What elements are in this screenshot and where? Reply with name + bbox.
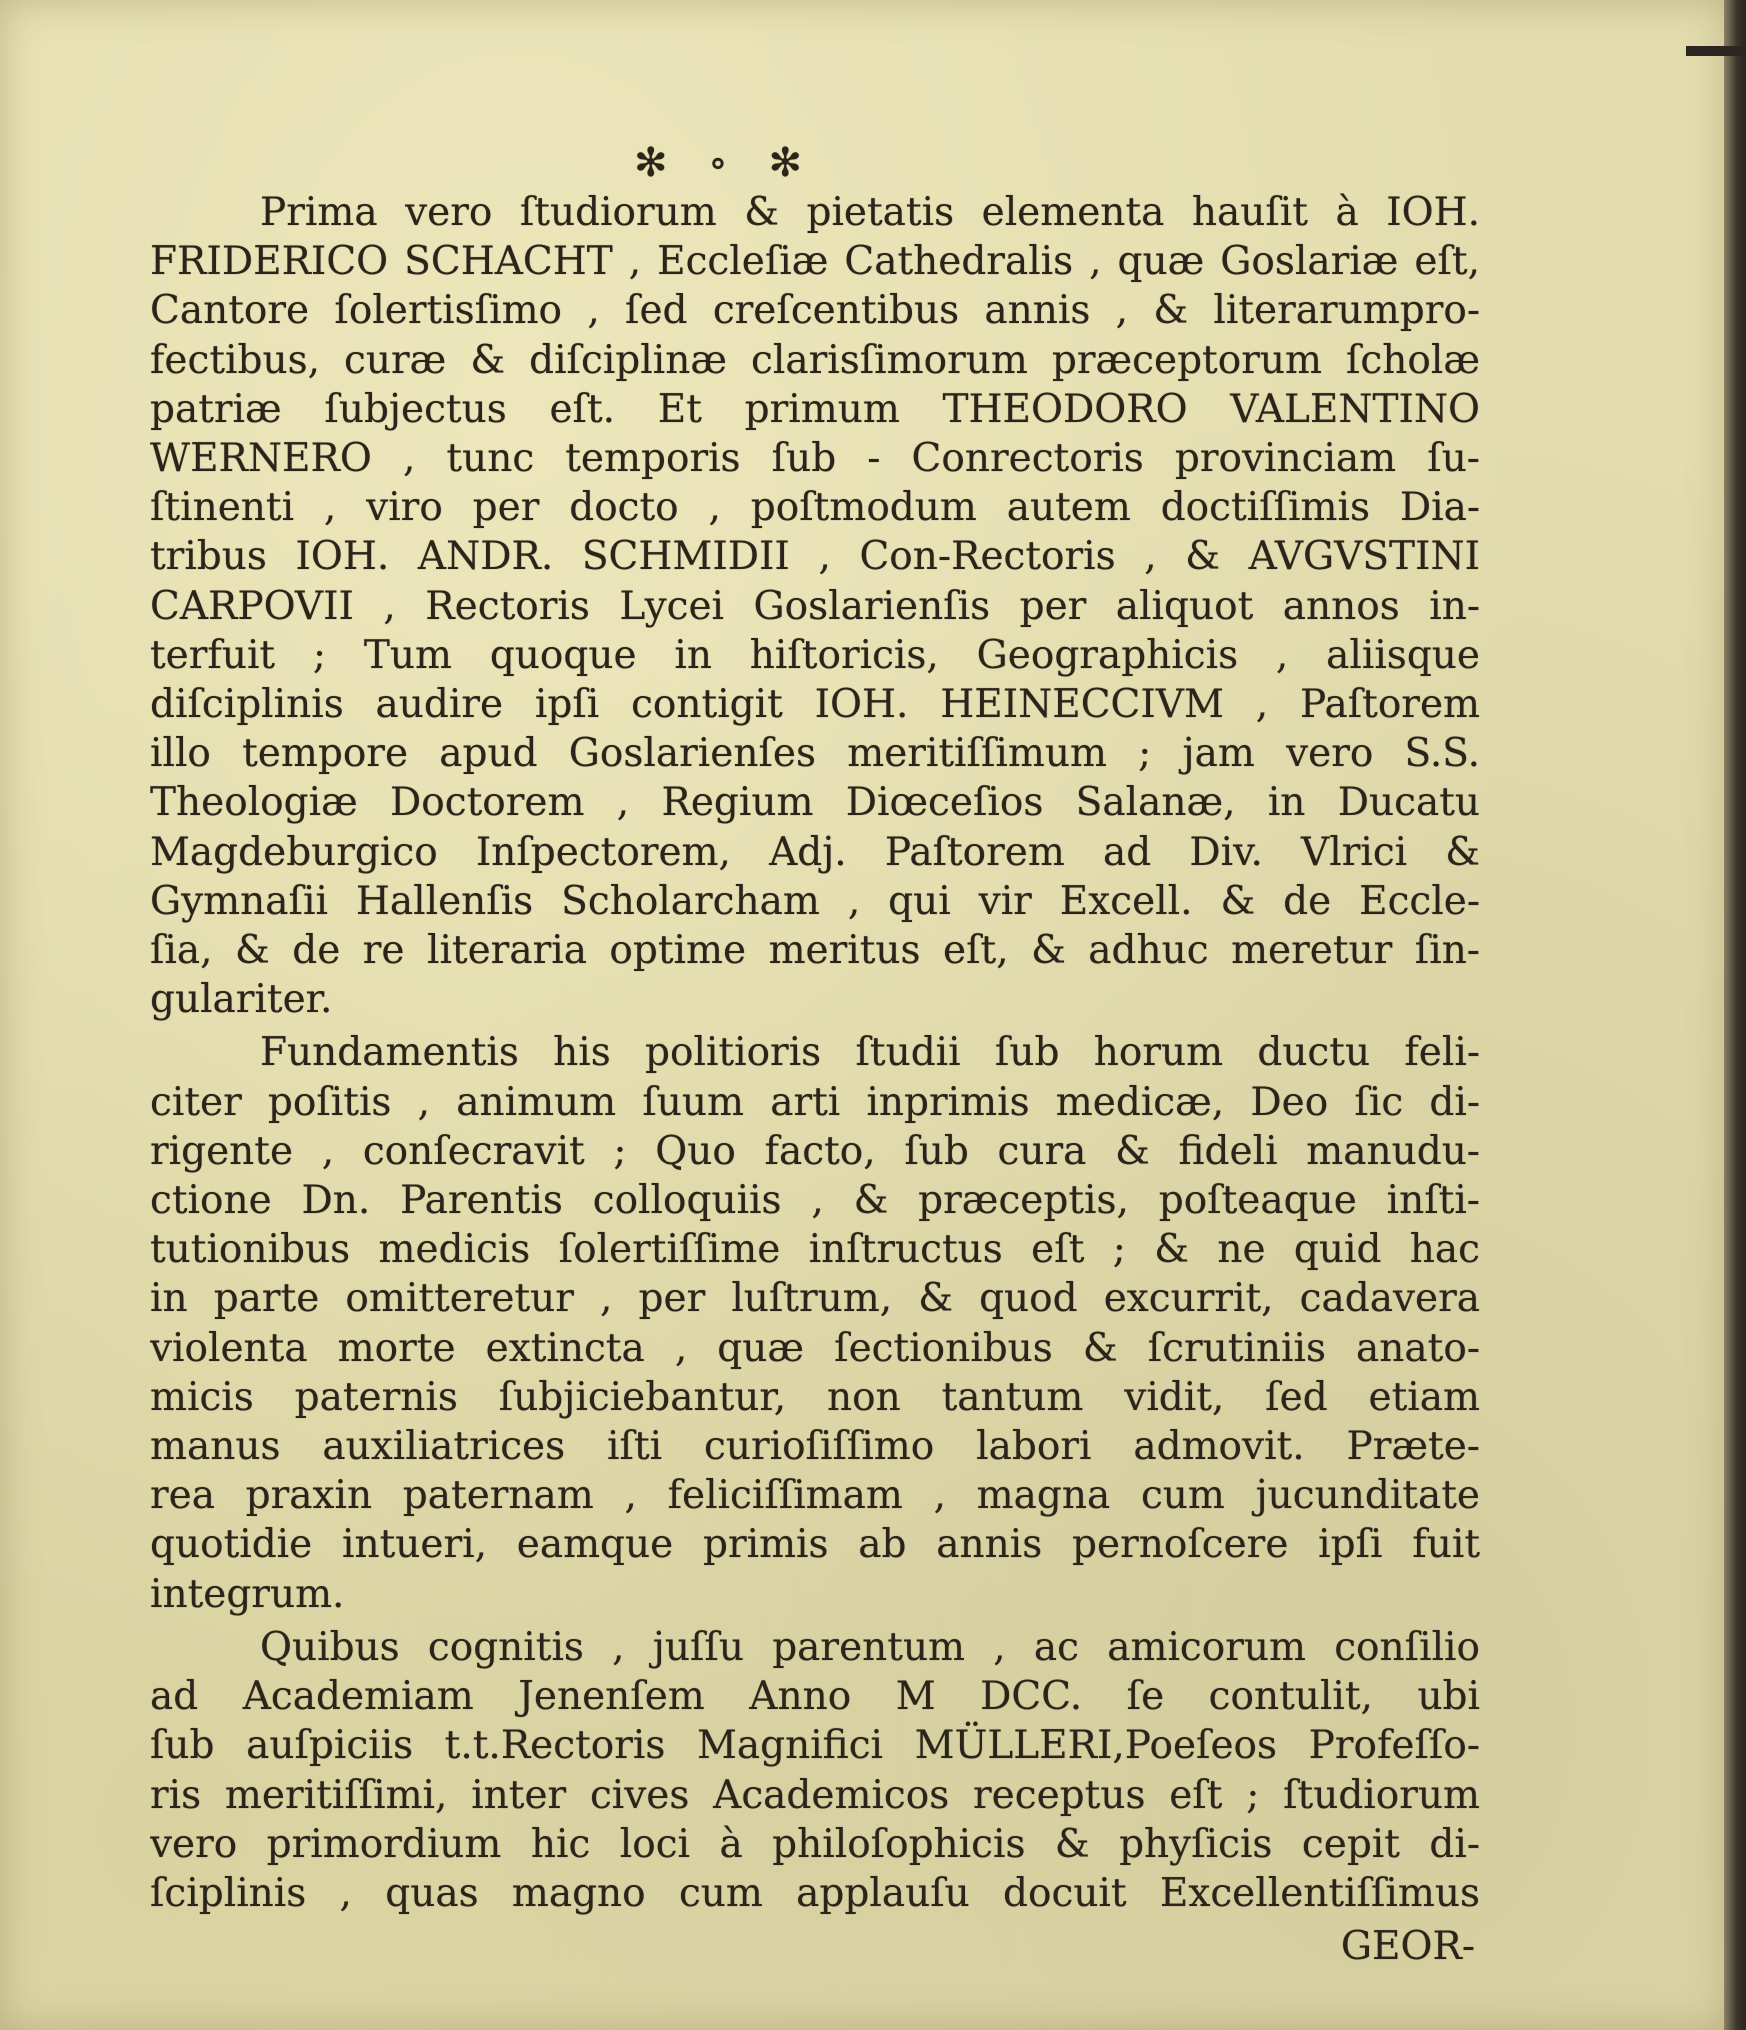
text-line: integrum. [150, 1571, 345, 1617]
text-line: ſub auſpiciis t.t.Rectoris Magnifici MÜLLERI,Poeſeos Profeſſo- [150, 1723, 1480, 1769]
binding-mark [1686, 46, 1746, 56]
text-line: Prima vero ſtudiorum & pietatis elementa hauſit à IOH. [260, 190, 1480, 235]
text-line: Gymnaſii Hallenſis Scholarcham , qui vir Excell. & de Eccle- [150, 878, 1480, 924]
paragraph-3 [150, 1623, 1480, 1918]
text-line: FRIDERICO SCHACHT , Eccleſiæ Cathedralis , quæ Goslariæ eſt, [150, 239, 1480, 285]
text-line: illo tempore apud Goslarienſes meritiſſimum ; jam vero S.S. [150, 731, 1480, 777]
text-line: ad Academiam Jenenſem Anno M DCC. ſe contulit, ubi [150, 1674, 1480, 1720]
text-line: WERNERO , tunc temporis ſub - Conrectoris provinciam ſu- [150, 436, 1480, 482]
text-line: Fundamentis his politioris ſtudii ſub horum ductu feli- [260, 1030, 1480, 1076]
text-line: ris meritiſſimi, inter cives Academicos receptus eſt ; ſtudiorum [150, 1772, 1480, 1818]
text-line: ſia, & de re literaria optime meritus eſt, & adhuc meretur ſin- [150, 928, 1480, 974]
text-line: Magdeburgico Inſpectorem, Adj. Paſtorem ad Div. Vlrici & [150, 829, 1480, 875]
text-line: micis paternis ſubjiciebantur, non tantum vidit, ſed etiam [150, 1374, 1480, 1420]
text-line: ſtinenti , viro per docto , poſtmodum autem doctiſſimis Dia- [150, 485, 1480, 531]
text-line: patriæ ſubjectus eſt. Et primum THEODORO VALENTINO [150, 386, 1480, 432]
text-line: rigente , conſecravit ; Quo facto, ſub cura & fideli manudu- [150, 1128, 1480, 1174]
text-line: diſciplinis audire ipſi contigit IOH. HEINECCIVM , Paſtorem [150, 682, 1480, 728]
text-line: gulariter. [150, 977, 333, 1023]
text-line: citer poſitis , animum ſuum arti inprimis medicæ, Deo ſic di- [150, 1079, 1480, 1125]
book-binding-edge [1724, 0, 1746, 2030]
text-line: tutionibus medicis ſolertiſſime inſtructus eſt ; & ne quid hac [150, 1227, 1480, 1273]
text-line: CARPOVII , Rectoris Lycei Goslarienſis per aliquot annos in- [150, 583, 1480, 629]
text-line: terfuit ; Tum quoque in hiſtoricis, Geographicis , aliisque [150, 632, 1480, 678]
text-line: fectibus, curæ & diſciplinæ clarisſimorum præceptorum ſcholæ [150, 337, 1480, 383]
text-line: Theologiæ Doctorem , Regium Diœceſios Salanæ, in Ducatu [150, 780, 1480, 826]
text-line: ſciplinis , quas magno cum applauſu docuit Excellentiſſimus [150, 1870, 1480, 1916]
paragraph-1 [150, 188, 1480, 1024]
ornament-header: ✻ ∘ ✻ [633, 140, 817, 186]
text-line: in parte omitteretur , per luſtrum, & quod excurrit, cadavera [150, 1276, 1480, 1322]
text-line: tribus IOH. ANDR. SCHMIDII , Con-Rectoris , & AVGVSTINI [150, 534, 1480, 580]
text-line: Quibus cognitis , juſſu parentum , ac amicorum conſilio [260, 1624, 1480, 1670]
text-line: rea praxin paternam , feliciſſimam , magna cum jucunditate [150, 1473, 1480, 1519]
catchword: GEOR- [1340, 1924, 1475, 1970]
paragraph-2 [150, 1028, 1480, 1618]
text-line: Cantore ſolertisſimo , ſed creſcentibus annis , & literarumpro- [150, 288, 1480, 334]
text-line: manus auxiliatrices iſti curioſiſſimo labori admovit. Præte- [150, 1424, 1480, 1470]
page-text [150, 138, 1480, 1971]
text-line: vero primordium hic loci à philoſophicis & phyſicis cepit di- [150, 1821, 1480, 1867]
text-line: violenta morte extincta , quæ ſectionibus & ſcrutiniis anato- [150, 1325, 1480, 1371]
text-line: quotidie intueri, eamque primis ab annis pernoſcere ipſi fuit [150, 1522, 1480, 1568]
text-line: ctione Dn. Parentis colloquiis , & præceptis, poſteaque inſti- [150, 1178, 1480, 1224]
